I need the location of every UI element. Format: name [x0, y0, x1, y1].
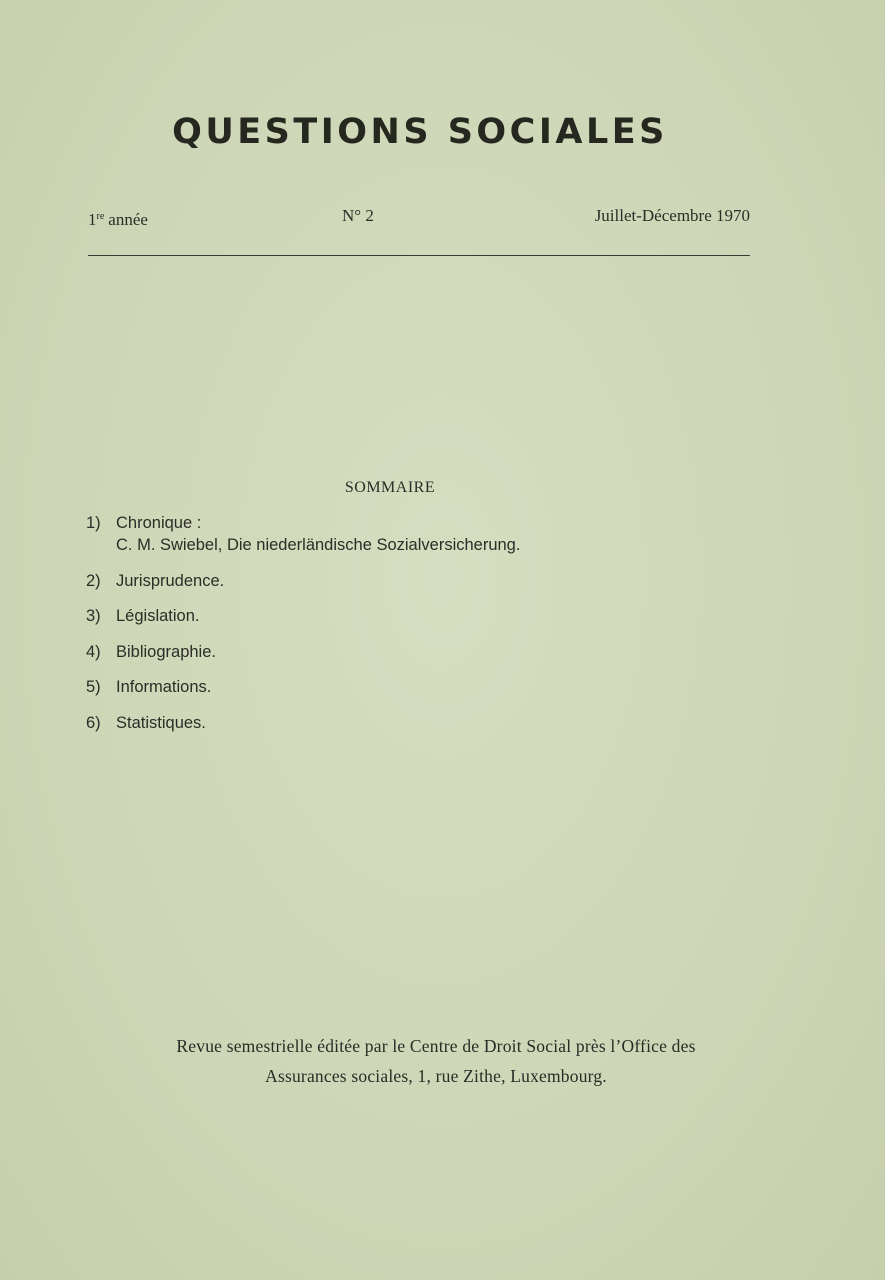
contents-item-number: 2) [86, 571, 101, 590]
contents-item-label: Bibliographie. [116, 642, 216, 661]
contents-item-number: 5) [86, 678, 101, 696]
contents-item [86, 512, 706, 556]
contents-item-label: Chronique : [116, 514, 202, 532]
volume-suffix: re [96, 211, 105, 222]
volume-word: année [108, 210, 148, 229]
contents-item-number: 3) [86, 607, 101, 625]
contents-item-label: Jurisprudence. [116, 571, 225, 590]
contents-list [86, 512, 706, 747]
volume-number: 1 [88, 210, 97, 229]
contents-item-label: Informations. [116, 678, 212, 696]
publisher-note [60, 1031, 812, 1091]
publisher-note-line: Revue semestrielle éditée par le Centre de Droit Social près l’Office des [176, 1036, 696, 1056]
contents-heading: SOMMAIRE [344, 479, 436, 496]
contents-item-number: 4) [86, 642, 101, 661]
contents-item [86, 676, 706, 698]
volume-year [88, 210, 148, 230]
contents-item-subtitle: C. M. Swiebel, Die niederländische Sozialversicherung. [116, 536, 521, 554]
contents-item [86, 641, 706, 663]
issue-info [88, 206, 750, 232]
contents-item [86, 570, 706, 592]
issue-number: N° 2 [342, 206, 374, 225]
contents-item [86, 712, 706, 734]
publisher-note-line: Assurances sociales, 1, rue Zithe, Luxembourg. [265, 1066, 607, 1086]
issue-period: Juillet-Décembre 1970 [594, 206, 750, 225]
contents-item-number: 6) [86, 713, 101, 732]
contents-item-label: Législation. [116, 607, 200, 625]
journal-title: QUESTIONS SOCIALES [172, 112, 668, 152]
contents-item-label: Statistiques. [116, 713, 206, 732]
contents-item [86, 605, 706, 627]
contents-item-number: 1) [86, 514, 101, 532]
header-divider [88, 255, 750, 256]
